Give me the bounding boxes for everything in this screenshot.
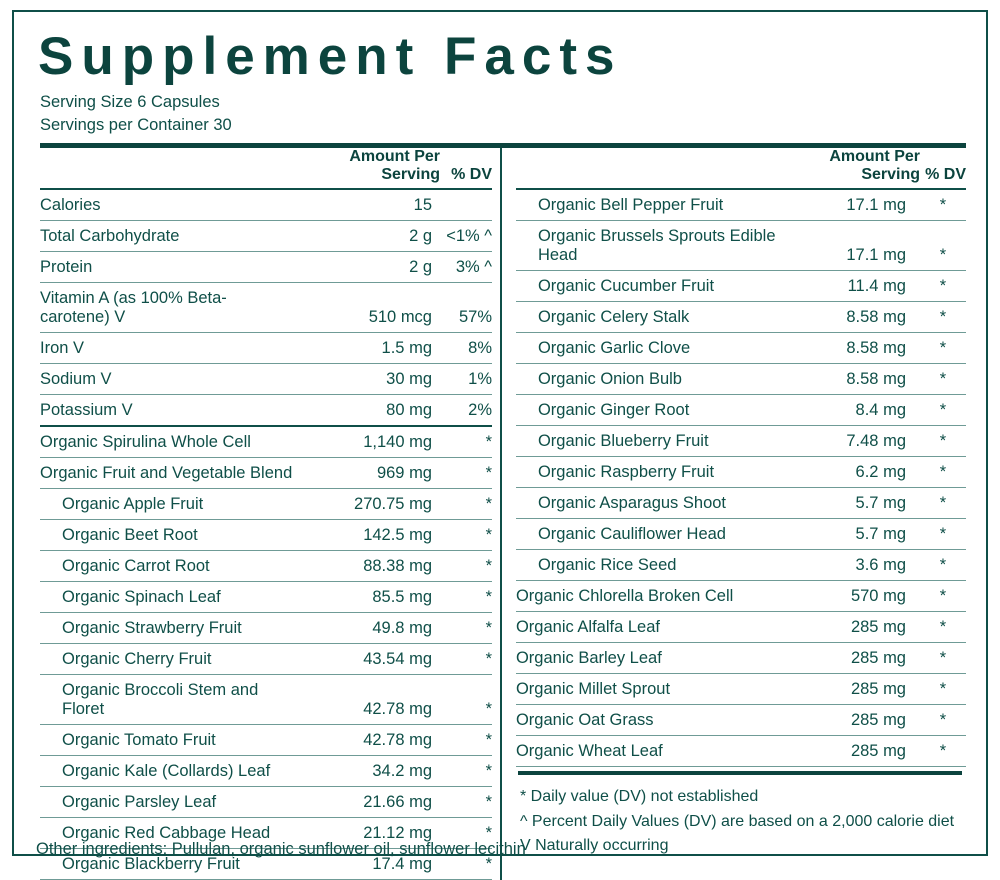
ingredient-name: Organic Brussels Sprouts Edible Head — [516, 221, 781, 271]
table-row — [516, 735, 966, 766]
header-amount-per-serving: Amount Per Serving — [294, 148, 440, 189]
ingredient-amount: 5.7 mg — [781, 519, 920, 550]
ingredient-dv: * — [920, 550, 966, 581]
ingredient-amount: 21.12 mg — [294, 817, 440, 848]
ingredient-amount: 969 mg — [294, 458, 440, 489]
table-row — [516, 488, 966, 519]
ingredient-amount: 285 mg — [781, 735, 920, 766]
column-divider — [500, 148, 502, 879]
table-row — [516, 426, 966, 457]
other-ingredients: Other ingredients: Pullulan, organic sunflower oil, sunflower lecithin — [36, 840, 526, 858]
table-row — [40, 189, 492, 220]
table-row — [40, 364, 492, 395]
right-nutrition-table — [516, 148, 966, 766]
ingredient-dv: * — [920, 580, 966, 611]
table-row — [516, 333, 966, 364]
ingredient-dv: * — [440, 458, 492, 489]
ingredient-dv — [440, 189, 492, 220]
ingredient-dv: * — [920, 488, 966, 519]
ingredient-amount: 8.58 mg — [781, 364, 920, 395]
ingredient-dv: * — [920, 364, 966, 395]
table-row — [516, 302, 966, 333]
ingredient-name: Organic Cucumber Fruit — [516, 271, 781, 302]
ingredient-amount: 43.54 mg — [294, 643, 440, 674]
ingredient-dv: * — [920, 519, 966, 550]
ingredient-dv: * — [440, 489, 492, 520]
ingredient-amount: 17.1 mg — [781, 189, 920, 220]
ingredient-dv: * — [920, 642, 966, 673]
ingredient-name: Organic Chlorella Broken Cell — [516, 580, 781, 611]
table-row — [516, 457, 966, 488]
table-row — [40, 786, 492, 817]
ingredient-amount: 8.4 mg — [781, 395, 920, 426]
table-row — [40, 252, 492, 283]
ingredient-name: Organic Carrot Root — [40, 551, 294, 582]
ingredient-dv: * — [920, 457, 966, 488]
ingredient-name: Organic Parsley Leaf — [40, 786, 294, 817]
ingredient-amount: 3.6 mg — [781, 550, 920, 581]
ingredient-amount: 85.5 mg — [294, 581, 440, 612]
ingredient-name: Calories — [40, 189, 294, 220]
table-row — [516, 395, 966, 426]
footnote-line: * Daily value (DV) not established — [519, 787, 759, 805]
ingredient-dv: * — [440, 643, 492, 674]
left-nutrition-table — [40, 148, 492, 879]
ingredient-dv: 2% — [440, 395, 492, 426]
ingredient-amount: 8.58 mg — [781, 333, 920, 364]
ingredient-dv: * — [440, 551, 492, 582]
table-row — [40, 674, 492, 724]
ingredient-dv: * — [440, 426, 492, 457]
ingredient-name: Organic Alfalfa Leaf — [516, 611, 781, 642]
ingredient-dv: * — [920, 395, 966, 426]
ingredient-amount: 510 mcg — [294, 283, 440, 333]
table-row — [516, 704, 966, 735]
ingredient-dv: <1% ^ — [440, 221, 492, 252]
ingredient-amount: 49.8 mg — [294, 612, 440, 643]
ingredient-amount: 5.7 mg — [781, 488, 920, 519]
ingredient-name: Protein — [40, 252, 294, 283]
header-blank — [40, 148, 294, 189]
table-row — [516, 580, 966, 611]
ingredient-amount: 17.1 mg — [781, 221, 920, 271]
ingredient-dv: * — [920, 611, 966, 642]
ingredient-name: Organic Cherry Fruit — [40, 643, 294, 674]
ingredient-dv: * — [440, 612, 492, 643]
table-row — [40, 395, 492, 426]
header-percent-dv: % DV — [920, 148, 966, 189]
table-row — [40, 458, 492, 489]
ingredient-amount: 6.2 mg — [781, 457, 920, 488]
ingredient-amount: 21.66 mg — [294, 786, 440, 817]
ingredient-amount: 7.48 mg — [781, 426, 920, 457]
table-row — [516, 221, 966, 271]
ingredient-amount: 570 mg — [781, 580, 920, 611]
ingredient-amount: 88.38 mg — [294, 551, 440, 582]
ingredient-amount: 80 mg — [294, 395, 440, 426]
ingredient-amount: 285 mg — [781, 673, 920, 704]
table-row — [40, 426, 492, 457]
ingredient-name: Organic Blueberry Fruit — [516, 426, 781, 457]
ingredient-name: Organic Fruit and Vegetable Blend — [40, 458, 294, 489]
ingredient-name: Organic Wheat Leaf — [516, 735, 781, 766]
ingredient-amount: 8.58 mg — [781, 302, 920, 333]
ingredient-name: Organic Celery Stalk — [516, 302, 781, 333]
ingredient-amount: 1,140 mg — [294, 426, 440, 457]
serving-size: Serving Size 6 Capsules — [40, 92, 220, 111]
ingredient-name: Organic Cauliflower Head — [516, 519, 781, 550]
ingredient-amount: 17.4 mg — [294, 848, 440, 879]
table-row — [40, 283, 492, 333]
ingredient-name: Organic Strawberry Fruit — [40, 612, 294, 643]
ingredient-dv: * — [920, 673, 966, 704]
header-blank — [516, 148, 781, 189]
table-row — [516, 189, 966, 220]
ingredient-name: Vitamin A (as 100% Beta-carotene) V — [40, 283, 294, 333]
ingredient-name: Organic Millet Sprout — [516, 673, 781, 704]
ingredient-name: Organic Apple Fruit — [40, 489, 294, 520]
table-row — [40, 333, 492, 364]
ingredient-name: Organic Blackberry Fruit — [40, 848, 294, 879]
ingredient-name: Total Carbohydrate — [40, 221, 294, 252]
ingredient-name: Organic Spirulina Whole Cell — [40, 426, 294, 457]
ingredient-amount: 34.2 mg — [294, 755, 440, 786]
ingredient-name: Organic Garlic Clove — [516, 333, 781, 364]
ingredient-dv: * — [920, 189, 966, 220]
table-row — [40, 489, 492, 520]
ingredient-name: Potassium V — [40, 395, 294, 426]
right-column — [512, 148, 966, 879]
table-row — [40, 551, 492, 582]
table-row — [40, 612, 492, 643]
ingredient-name: Organic Tomato Fruit — [40, 724, 294, 755]
ingredient-amount: 2 g — [294, 221, 440, 252]
nutrition-columns — [40, 148, 966, 879]
table-row — [40, 724, 492, 755]
ingredient-amount: 11.4 mg — [781, 271, 920, 302]
table-row — [516, 550, 966, 581]
ingredient-dv: * — [440, 520, 492, 551]
ingredient-dv: * — [920, 704, 966, 735]
ingredient-amount: 30 mg — [294, 364, 440, 395]
ingredient-amount: 1.5 mg — [294, 333, 440, 364]
ingredient-name: Organic Bell Pepper Fruit — [516, 189, 781, 220]
table-header-row — [40, 148, 492, 189]
ingredient-dv: * — [920, 333, 966, 364]
table-row — [40, 755, 492, 786]
footnote-divider — [518, 771, 962, 775]
table-row — [40, 643, 492, 674]
footnote-line: ^ Percent Daily Values (DV) are based on a 2,000 calorie diet — [519, 812, 955, 830]
supplement-facts-panel — [12, 10, 988, 873]
table-row — [516, 673, 966, 704]
ingredient-name: Sodium V — [40, 364, 294, 395]
ingredient-name: Organic Red Cabbage Head — [40, 817, 294, 848]
serving-info — [40, 91, 976, 138]
ingredient-name: Organic Spinach Leaf — [40, 581, 294, 612]
servings-per-container: Servings per Container 30 — [40, 115, 232, 134]
ingredient-dv: * — [920, 221, 966, 271]
ingredient-name: Organic Broccoli Stem and Floret — [40, 674, 294, 724]
ingredient-amount: 270.75 mg — [294, 489, 440, 520]
ingredient-dv: * — [440, 817, 492, 848]
ingredient-name: Organic Ginger Root — [516, 395, 781, 426]
ingredient-dv: * — [440, 724, 492, 755]
ingredient-dv: 8% — [440, 333, 492, 364]
ingredient-dv: * — [920, 735, 966, 766]
ingredient-dv: * — [920, 302, 966, 333]
ingredient-name: Organic Rice Seed — [516, 550, 781, 581]
ingredient-name: Organic Onion Bulb — [516, 364, 781, 395]
table-row — [516, 364, 966, 395]
ingredient-dv: * — [440, 848, 492, 879]
ingredient-dv: * — [440, 755, 492, 786]
footnotes — [520, 785, 966, 859]
header-amount-per-serving: Amount Per Serving — [781, 148, 920, 189]
ingredient-amount: 15 — [294, 189, 440, 220]
panel-inner — [28, 18, 976, 880]
ingredient-name: Iron V — [40, 333, 294, 364]
table-row — [516, 642, 966, 673]
ingredient-dv: * — [440, 786, 492, 817]
table-row — [516, 519, 966, 550]
ingredient-amount: 285 mg — [781, 611, 920, 642]
ingredient-name: Organic Barley Leaf — [516, 642, 781, 673]
table-row — [40, 520, 492, 551]
ingredient-amount: 42.78 mg — [294, 674, 440, 724]
table-row — [40, 221, 492, 252]
ingredient-name: Organic Asparagus Shoot — [516, 488, 781, 519]
ingredient-dv: 1% — [440, 364, 492, 395]
ingredient-dv: 57% — [440, 283, 492, 333]
ingredient-amount: 285 mg — [781, 704, 920, 735]
table-header-row — [516, 148, 966, 189]
table-row — [40, 581, 492, 612]
table-row — [516, 271, 966, 302]
ingredient-dv: * — [440, 581, 492, 612]
ingredient-dv: * — [920, 271, 966, 302]
left-column — [40, 148, 500, 879]
ingredient-amount: 142.5 mg — [294, 520, 440, 551]
ingredient-amount: 2 g — [294, 252, 440, 283]
ingredient-name: Organic Oat Grass — [516, 704, 781, 735]
ingredient-name: Organic Kale (Collards) Leaf — [40, 755, 294, 786]
footnote-line: V Naturally occurring — [519, 837, 669, 855]
ingredient-amount: 285 mg — [781, 642, 920, 673]
ingredient-dv: * — [920, 426, 966, 457]
ingredient-name: Organic Beet Root — [40, 520, 294, 551]
ingredient-amount: 42.78 mg — [294, 724, 440, 755]
page-title: Supplement Facts — [38, 27, 623, 86]
ingredient-dv: * — [440, 674, 492, 724]
ingredient-name: Organic Raspberry Fruit — [516, 457, 781, 488]
ingredient-dv: 3% ^ — [440, 252, 492, 283]
header-percent-dv: % DV — [440, 148, 492, 189]
table-row — [516, 611, 966, 642]
